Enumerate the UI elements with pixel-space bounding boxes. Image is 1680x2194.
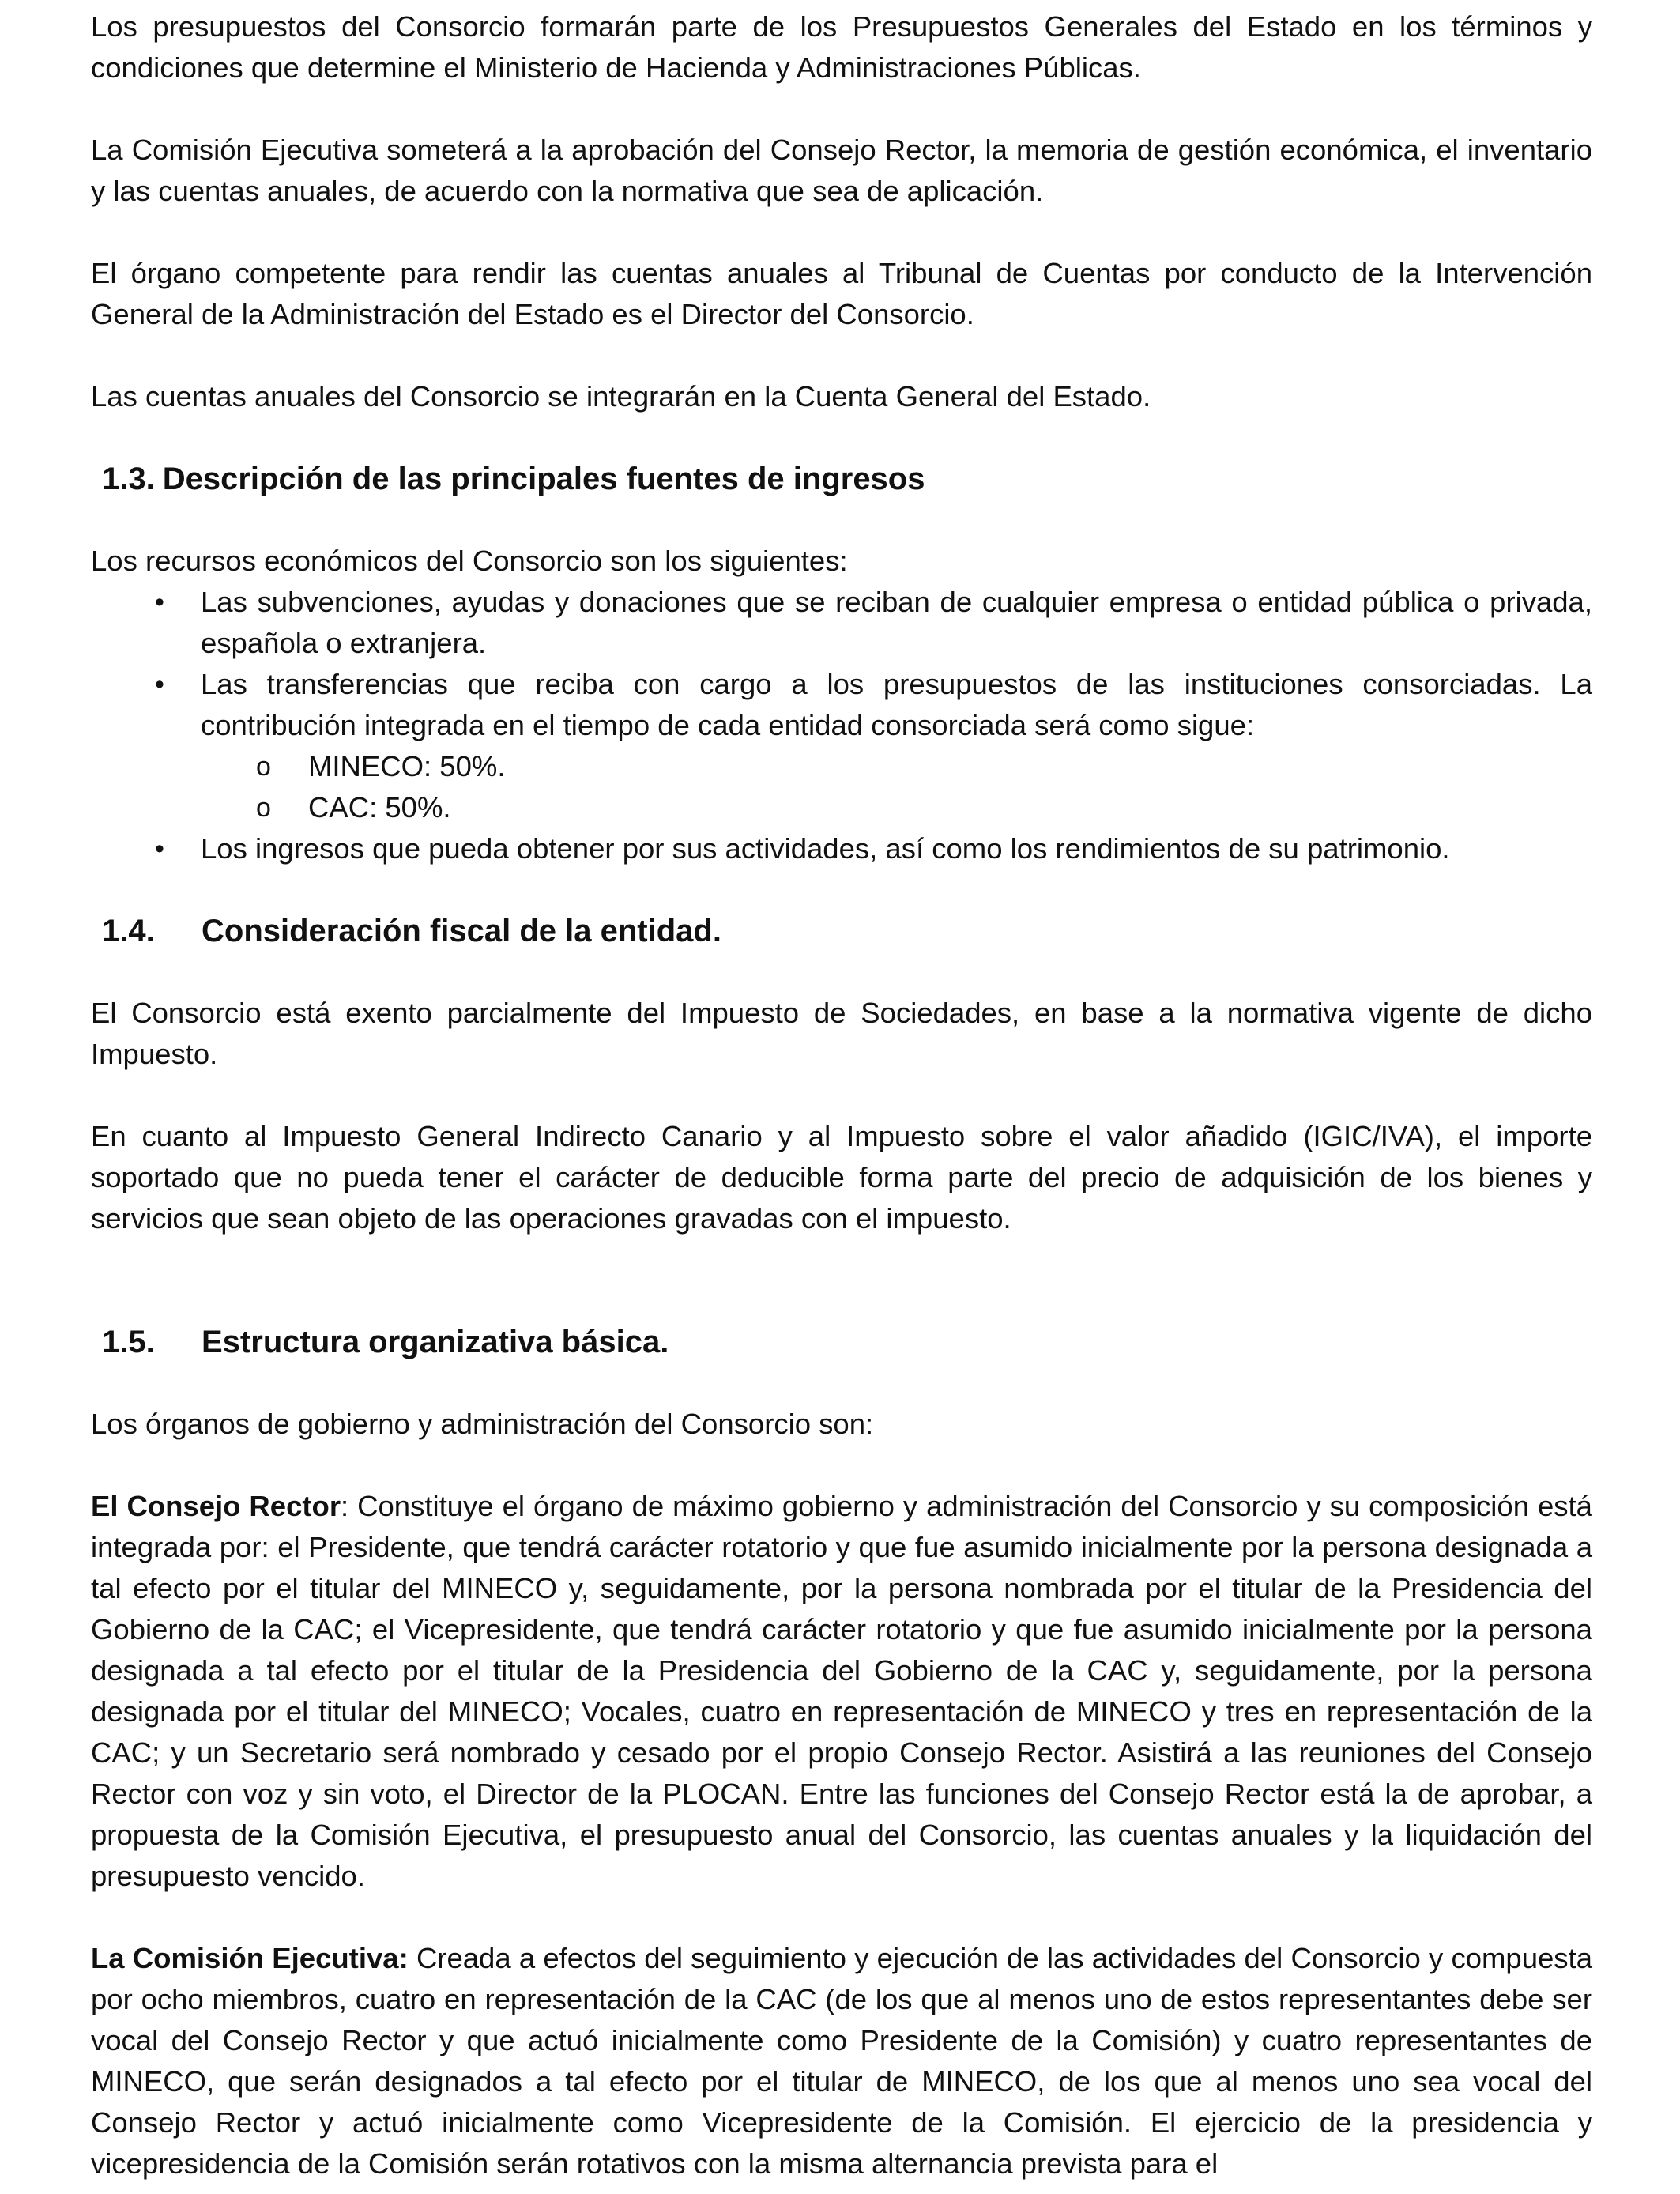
consejo-rector-label: El Consejo Rector xyxy=(91,1490,341,1522)
paragraph-impuesto-sociedades: El Consorcio está exento parcialmente del Impuesto de Sociedades, en base a la normativa vigente de dicho Impuesto. xyxy=(91,997,1592,1070)
paragraph-consejo-rector xyxy=(91,1486,1592,1897)
paragraph-cuentas-anuales: Las cuentas anuales del Consorcio se integrarán en la Cuenta General del Estado. xyxy=(91,380,1151,413)
comision-ejecutiva-label: La Comisión Ejecutiva: xyxy=(91,1942,409,1974)
income-sources-list xyxy=(91,582,1592,869)
paragraph-organos-intro: Los órganos de gobierno y administración del Consorcio son: xyxy=(91,1408,874,1440)
section-heading-1-3 xyxy=(91,458,1592,499)
section-title: Descripción de las principales fuentes de ingresos xyxy=(162,462,925,496)
list-item-text: Los ingresos que pueda obtener por sus actividades, así como los rendimientos de su patrimonio. xyxy=(201,832,1450,865)
consejo-rector-text: : Constituye el órgano de máximo gobierno y administración del Consorcio y su composición está integrada por: el Presidente, que tendrá carácter rotatorio y que fue asumido inicialmente por la persona designada a tal efecto por el titular del MINECO y, seguidamente, por la persona nombrada por el titular de la Presidencia del Gobierno de la CAC; el Vicepresidente, que tendrá carácter rotatorio y que fue asumido inicialmente por la persona designada a tal efecto por el titular de la Presidencia del Gobierno de la CAC y, seguidamente, por la persona designada por el titular del MINECO; Vocales, cuatro en representación de MINECO y tres en representación de la CAC; y un Secretario será nombrado y cesado por el propio Consejo Rector. Asistirá a las reuniones del Consejo Rector con voz y sin voto, el Director de la PLOCAN. Entre las funciones del Consejo Rector está la de aprobar, a propuesta de la Comisión Ejecutiva, el presupuesto anual del Consorcio, las cuentas anuales y la liquidación del presupuesto vencido. xyxy=(91,1490,1592,1892)
comision-ejecutiva-text: Creada a efectos del seguimiento y ejecución de las actividades del Consorcio y compuesta por ocho miembros, cuatro en representación de la CAC (de los que al menos uno de estos representantes debe ser vocal del Consejo Rector y que actuó inicialmente como Presidente de la Comisión) y cuatro representantes de MINECO, que serán designados a tal efecto por el titular de MINECO, de los que al menos uno sea vocal del Consejo Rector y actuó inicialmente como Vicepresidente de la Comisión. El ejercicio de la presidencia y vicepresidencia de la Comisión serán rotativos con la misma alternancia prevista para el xyxy=(91,1942,1593,2180)
list-item xyxy=(91,828,1592,869)
section-title: Estructura organizativa básica. xyxy=(202,1325,669,1359)
section-number: 1.5. xyxy=(102,1325,155,1359)
list-item xyxy=(91,664,1592,828)
contribution-sublist xyxy=(201,746,1592,828)
sub-list-item-text: MINECO: 50%. xyxy=(308,750,506,782)
sub-list-item xyxy=(201,746,1592,787)
bullet-icon: • xyxy=(155,669,164,699)
paragraph-comision-ejecutiva-desc xyxy=(91,1938,1592,2185)
paragraph-comision-ejecutiva: La Comisión Ejecutiva someterá a la aprobación del Consejo Rector, la memoria de gestión económica, el inventario y las cuentas anuales, de acuerdo con la normativa que sea de aplicación. xyxy=(91,134,1592,207)
document-page xyxy=(91,6,1592,2185)
section-number: 1.3. xyxy=(102,462,155,496)
section-heading-1-5 xyxy=(91,1321,1592,1363)
sub-list-item xyxy=(201,787,1592,828)
bullet-icon: • xyxy=(155,587,164,617)
paragraph-presupuestos: Los presupuestos del Consorcio formarán parte de los Presupuestos Generales del Estado en los términos y condiciones que determine el Ministerio de Hacienda y Administraciones Públicas. xyxy=(91,10,1592,84)
paragraph-organo-competente: El órgano competente para rendir las cuentas anuales al Tribunal de Cuentas por conducto de la Intervención General de la Administración del Estado es el Director del Consorcio. xyxy=(91,257,1592,330)
bullet-icon: • xyxy=(155,834,164,864)
list-item xyxy=(91,582,1592,664)
paragraph-igic-iva: En cuanto al Impuesto General Indirecto Canario y al Impuesto sobre el valor añadido (IGIC/IVA), el importe soportado que no pueda tener el carácter de deducible forma parte del precio de adquisición de los bienes y servicios que sean objeto de las operaciones gravadas con el impuesto. xyxy=(91,1120,1592,1235)
list-item-text: Las transferencias que reciba con cargo a los presupuestos de las instituciones consorciadas. La contribución integrada en el tiempo de cada entidad consorciada será como sigue: xyxy=(201,668,1592,741)
sub-list-item-text: CAC: 50%. xyxy=(308,791,451,824)
section-title: Consideración fiscal de la entidad. xyxy=(202,914,721,948)
list-item-text: Las subvenciones, ayudas y donaciones que se reciban de cualquier empresa o entidad pública o privada, española o extranjera. xyxy=(201,586,1592,659)
section-heading-1-4 xyxy=(91,910,1592,952)
circle-bullet-icon: o xyxy=(256,793,271,823)
section-number: 1.4. xyxy=(102,914,155,948)
paragraph-recursos-intro: Los recursos económicos del Consorcio son los siguientes: xyxy=(91,545,848,577)
circle-bullet-icon: o xyxy=(256,752,271,782)
